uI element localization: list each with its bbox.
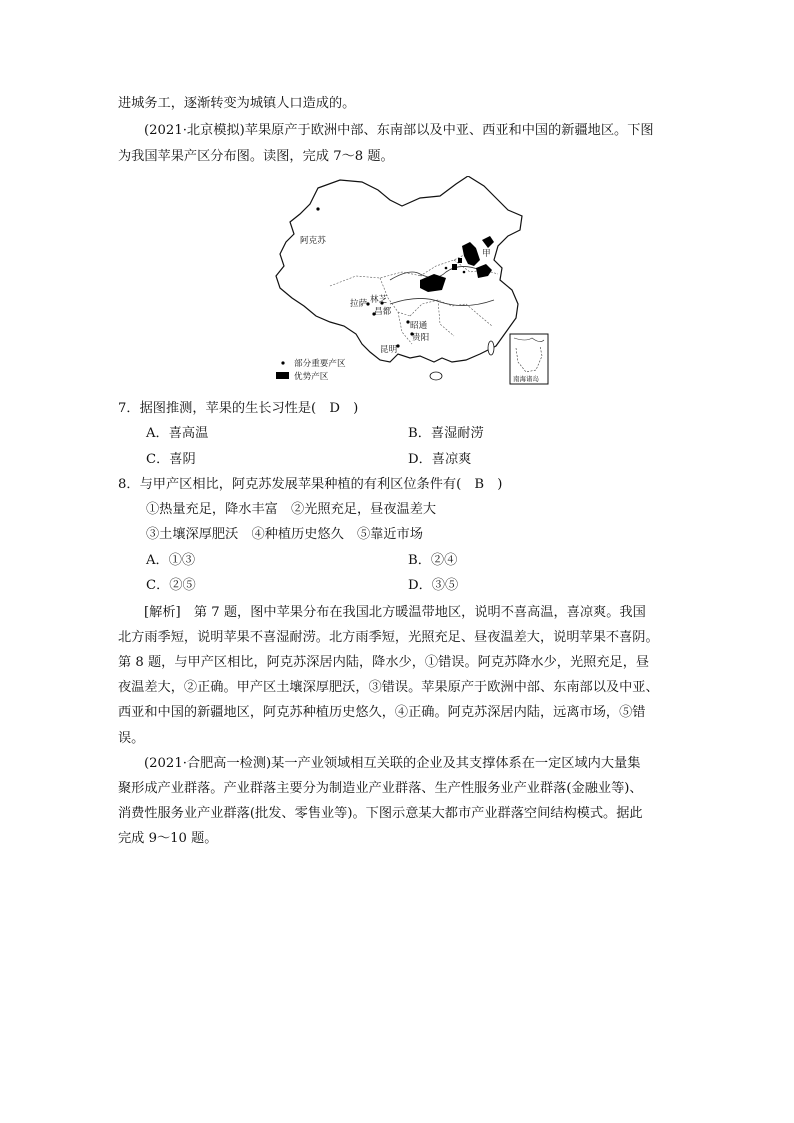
label-linzhi: 林芝 [370,295,388,305]
q8-option-c: C．②⑤ [146,578,196,593]
analysis-line6: 误。 [118,731,145,746]
intro-apple-line2: 为我国苹果产区分布图。读图，完成 7～8 题。 [118,149,394,164]
q7-option-b: B．喜湿耐涝 [408,426,484,441]
taiwan-island [488,341,494,355]
label-lasa: 拉萨 [350,299,368,309]
q8-items-line1: ①热量充足，降水丰富 ②光照充足，昼夜温差大 [146,502,437,517]
label-changdu: 昌都 [374,307,392,317]
advantage-zone-small2 [458,258,462,263]
q8-items-line2: ③土壤深厚肥沃 ④种植历史悠久 ⑤靠近市场 [146,527,423,542]
dot-akesu [316,207,319,210]
analysis-line5: 西亚和中国的新疆地区，阿克苏种植历史悠久，④正确。阿克苏深居内陆，远离市场，⑤错 [118,705,646,720]
q7-option-c: C．喜阴 [146,452,196,467]
hainan-island [430,372,442,380]
intro-industry-line1: (2021·合肥高一检测)某一产业领域相互关联的企业及其支撑体系在一定区域内大量集 [144,756,641,771]
intro-industry-line2: 聚形成产业群落。产业群落主要分为制造业产业群落、生产性服务业产业群落(金融业等)、 [118,781,643,796]
legend-block-icon [276,372,289,379]
legend-dot-icon [281,361,284,364]
q8-option-d: D．③⑤ [408,578,459,593]
analysis-line2: 北方雨季短，说明苹果不喜湿耐涝。北方雨季短，光照充足、昼夜温差大，说明苹果不喜阴。 [118,630,659,645]
china-apple-map [270,176,560,386]
label-nanhai: 南海诸岛 [513,375,539,383]
advantage-zone-small1 [452,264,457,270]
q7-option-a: A．喜高温 [146,426,209,441]
intro-industry-line4: 完成 9～10 题。 [118,831,218,846]
q8-option-b: B．②④ [408,553,458,568]
legend-block-label: 优势产区 [294,372,329,382]
legend-dot-label: 部分重要产区 [294,359,346,369]
analysis-line1: [解析] 第 7 题，图中苹果分布在我国北方暖温带地区，说明不喜高温，喜凉爽。我国 [144,605,646,620]
continued-line: 进城务工，逐渐转变为城镇人口造成的。 [118,96,356,111]
label-kunming: 昆明 [380,345,398,355]
label-jia: 甲 [482,249,491,259]
q8-option-a: A．①③ [146,553,196,568]
q7-stem: 7．据图推测，苹果的生长习性是( D ) [118,401,359,416]
label-akesu: 阿克苏 [300,236,326,246]
dot-hebei [463,271,466,274]
analysis-line4: 夜温差大，②正确。甲产区土壤深厚肥沃，③错误。苹果原产于欧洲中部、东南部以及中亚、 [118,680,659,695]
analysis-line3: 第 8 题，与甲产区相比，阿克苏深居内陆，降水少，①错误。阿克苏降水少，光照充足，昼 [118,655,650,670]
intro-apple-line1: (2021·北京模拟)苹果原产于欧洲中部、东南部以及中亚、西亚和中国的新疆地区。下图 [144,123,654,138]
q7-option-d: D．喜凉爽 [408,452,472,467]
intro-industry-line3: 消费性服务业产业群落(批发、零售业等)。下图示意某大都市产业群落空间结构模式。据此 [118,806,643,821]
dot-shanxi [445,267,448,270]
q8-stem: 8．与甲产区相比，阿克苏发展苹果种植的有利区位条件有( B ) [118,477,503,492]
label-zhaotong: 昭通 [410,321,428,331]
label-guiyang: 贵阳 [412,333,430,343]
